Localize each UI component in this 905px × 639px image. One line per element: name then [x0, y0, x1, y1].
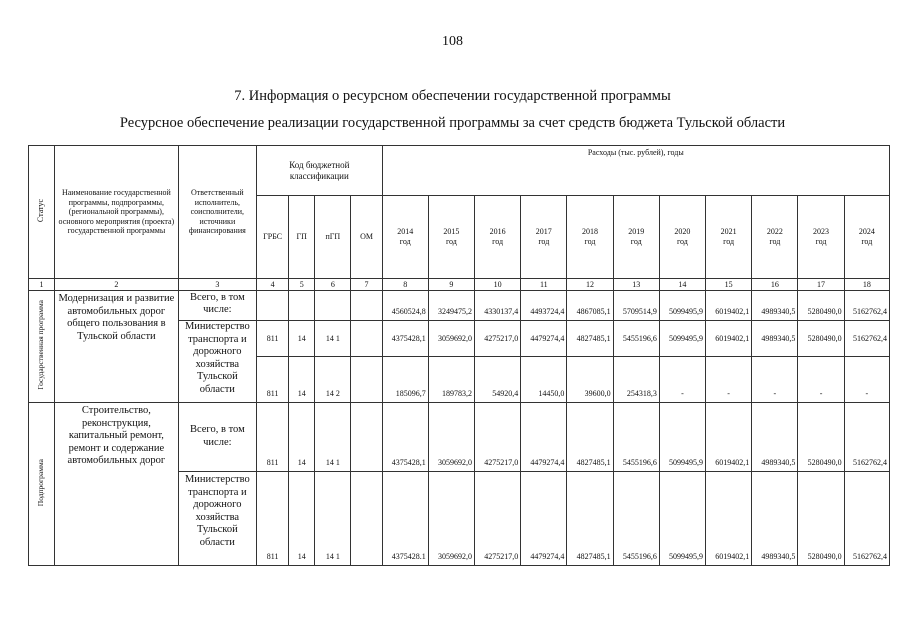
- row-gp: 14: [289, 357, 315, 403]
- value-cell: 4867085,1: [567, 291, 613, 321]
- value-cell: 4827485,1: [567, 321, 613, 357]
- value-cell: 5455196,6: [613, 321, 659, 357]
- year-header: [382, 196, 428, 279]
- year-value: 2022: [766, 227, 783, 237]
- row-pgp: 14 1: [315, 403, 351, 472]
- value-cell: 4493724,4: [521, 291, 567, 321]
- row-pgp: [315, 291, 351, 321]
- row-gp: 14: [289, 321, 315, 357]
- row-executor: Всего, в том числе:: [178, 291, 256, 321]
- year-value: 2020: [674, 227, 691, 237]
- value-cell: -: [798, 357, 844, 403]
- year-value: 2023: [813, 227, 830, 237]
- column-number: 1: [29, 279, 55, 291]
- year-value: 2017: [535, 227, 552, 237]
- year-header: [475, 196, 521, 279]
- value-cell: 5099495,9: [659, 472, 705, 566]
- header-name: Наименование государственной программы, подпрограммы, (региональной программы), основного мероприятия (проекта) государственной программы: [55, 146, 179, 279]
- column-number: 11: [521, 279, 567, 291]
- header-kbk: Код бюджетной классификации: [257, 146, 383, 196]
- column-number: 14: [659, 279, 705, 291]
- header-grbs: ГРБС: [257, 196, 289, 279]
- table-caption: Ресурсное обеспечение реализации государственной программы за счет средств бюджета Тульской области: [119, 115, 786, 131]
- header-om: ОМ: [351, 196, 382, 279]
- value-cell: 5162762,4: [844, 472, 889, 566]
- column-number: 12: [567, 279, 613, 291]
- year-suffix: год: [861, 237, 873, 246]
- value-cell: 4479274,4: [521, 472, 567, 566]
- year-suffix: год: [538, 237, 550, 246]
- value-cell: 5280490,0: [798, 472, 844, 566]
- row-pgp: 14 1: [315, 321, 351, 357]
- table-row: [29, 403, 890, 472]
- column-number: 3: [178, 279, 256, 291]
- year-suffix: год: [723, 237, 735, 246]
- column-number: 16: [752, 279, 798, 291]
- value-cell: 6019402,1: [706, 321, 752, 357]
- value-cell: 6019402,1: [706, 403, 752, 472]
- value-cell: 5280490,0: [798, 403, 844, 472]
- header-executor: Ответственный исполнитель, соисполнители, источники финансирования: [178, 146, 256, 279]
- status-cell: [29, 403, 55, 566]
- value-cell: 4827485,1: [567, 403, 613, 472]
- column-number: 10: [475, 279, 521, 291]
- year-value: 2016: [489, 227, 506, 237]
- year-header: [844, 196, 889, 279]
- row-om: [351, 321, 382, 357]
- year-suffix: год: [492, 237, 504, 246]
- year-suffix: год: [815, 237, 827, 246]
- column-number: 15: [706, 279, 752, 291]
- section-heading: 7. Информация о ресурсном обеспечении государственной программы: [234, 88, 671, 104]
- value-cell: -: [659, 357, 705, 403]
- year-suffix: год: [584, 237, 596, 246]
- year-value: 2014: [397, 227, 414, 237]
- value-cell: 5099495,9: [659, 291, 705, 321]
- value-cell: 189783,2: [428, 357, 474, 403]
- header-status: Статус: [36, 199, 46, 223]
- value-cell: 4375428,1: [382, 321, 428, 357]
- row-name: Строительство, реконструкция, капитальный ремонт, ремонт и содержание автомобильных дорог: [55, 403, 179, 566]
- value-cell: 4989340,5: [752, 321, 798, 357]
- year-header: [659, 196, 705, 279]
- value-cell: 4330137,4: [475, 291, 521, 321]
- value-cell: 4275217,0: [475, 472, 521, 566]
- value-cell: 6019402,1: [706, 472, 752, 566]
- year-header: [613, 196, 659, 279]
- year-value: 2024: [858, 227, 875, 237]
- status-cell: [29, 291, 55, 403]
- row-status: Государственная программа: [36, 300, 46, 390]
- value-cell: 5709514,9: [613, 291, 659, 321]
- page-number: 108: [442, 34, 463, 49]
- year-value: 2019: [628, 227, 645, 237]
- value-cell: 5455196,6: [613, 472, 659, 566]
- value-cell: -: [752, 357, 798, 403]
- value-cell: 6019402,1: [706, 291, 752, 321]
- value-cell: 4560524,8: [382, 291, 428, 321]
- row-om: [351, 472, 382, 566]
- row-executor: Министерство транспорта и дорожного хозяйства Тульской области: [178, 321, 256, 403]
- column-number: 13: [613, 279, 659, 291]
- row-status: Подпрограмма: [36, 459, 46, 507]
- value-cell: 54920,4: [475, 357, 521, 403]
- header-row: [29, 146, 890, 196]
- value-cell: 39600,0: [567, 357, 613, 403]
- row-gp: [289, 291, 315, 321]
- year-suffix: год: [676, 237, 688, 246]
- value-cell: -: [844, 357, 889, 403]
- column-number: 9: [428, 279, 474, 291]
- row-name: Модернизация и развитие автомобильных дорог общего пользования в Тульской области: [55, 291, 179, 403]
- row-gp: 14: [289, 403, 315, 472]
- year-header: [752, 196, 798, 279]
- column-number: 7: [351, 279, 382, 291]
- value-cell: 5162762,4: [844, 291, 889, 321]
- year-suffix: год: [399, 237, 411, 246]
- row-grbs: 811: [257, 321, 289, 357]
- row-grbs: 811: [257, 472, 289, 566]
- year-header: [567, 196, 613, 279]
- value-cell: 4375428.1: [382, 472, 428, 566]
- year-suffix: год: [769, 237, 781, 246]
- value-cell: 3059692,0: [428, 472, 474, 566]
- value-cell: 5099495,9: [659, 403, 705, 472]
- value-cell: 3059692,0: [428, 403, 474, 472]
- year-value: 2021: [720, 227, 737, 237]
- year-value: 2015: [443, 227, 460, 237]
- row-executor: Всего, в том числе:: [178, 403, 256, 472]
- year-header: [706, 196, 752, 279]
- header-gp: ГП: [289, 196, 315, 279]
- year-header: [428, 196, 474, 279]
- value-cell: 4275217,0: [475, 403, 521, 472]
- row-om: [351, 291, 382, 321]
- column-number: 2: [55, 279, 179, 291]
- value-cell: 5280490,0: [798, 321, 844, 357]
- year-suffix: год: [630, 237, 642, 246]
- value-cell: 4989340,5: [752, 291, 798, 321]
- value-cell: 5162762,4: [844, 403, 889, 472]
- value-cell: 4375428,1: [382, 403, 428, 472]
- row-grbs: 811: [257, 357, 289, 403]
- value-cell: 4275217,0: [475, 321, 521, 357]
- column-number: 8: [382, 279, 428, 291]
- column-number-row: [29, 279, 890, 291]
- value-cell: 5280490,0: [798, 291, 844, 321]
- value-cell: -: [706, 357, 752, 403]
- row-om: [351, 403, 382, 472]
- value-cell: 4479274,4: [521, 321, 567, 357]
- year-header: [798, 196, 844, 279]
- resource-table: [28, 145, 890, 566]
- value-cell: 5162762,4: [844, 321, 889, 357]
- value-cell: 4989340,5: [752, 403, 798, 472]
- column-number: 6: [315, 279, 351, 291]
- column-number: 18: [844, 279, 889, 291]
- value-cell: 5455196,6: [613, 403, 659, 472]
- row-pgp: 14 1: [315, 472, 351, 566]
- value-cell: 185096,7: [382, 357, 428, 403]
- value-cell: 5099495,9: [659, 321, 705, 357]
- value-cell: 4479274,4: [521, 403, 567, 472]
- column-number: 17: [798, 279, 844, 291]
- row-om: [351, 357, 382, 403]
- row-executor: Министерство транспорта и дорожного хозяйства Тульской области: [178, 472, 256, 566]
- row-grbs: [257, 291, 289, 321]
- row-pgp: 14 2: [315, 357, 351, 403]
- year-value: 2018: [582, 227, 598, 237]
- value-cell: 3059692,0: [428, 321, 474, 357]
- value-cell: 4827485,1: [567, 472, 613, 566]
- column-number: 5: [289, 279, 315, 291]
- header-expenses: Расходы (тыс. рублей), годы: [382, 146, 889, 196]
- value-cell: 3249475,2: [428, 291, 474, 321]
- row-gp: 14: [289, 472, 315, 566]
- table-row: [29, 291, 890, 321]
- header-pgp: пГП: [315, 196, 351, 279]
- value-cell: 254318,3: [613, 357, 659, 403]
- column-number: 4: [257, 279, 289, 291]
- row-grbs: 811: [257, 403, 289, 472]
- header-status-cell: [29, 146, 55, 279]
- value-cell: 14450,0: [521, 357, 567, 403]
- value-cell: 4989340,5: [752, 472, 798, 566]
- year-suffix: год: [445, 237, 457, 246]
- year-header: [521, 196, 567, 279]
